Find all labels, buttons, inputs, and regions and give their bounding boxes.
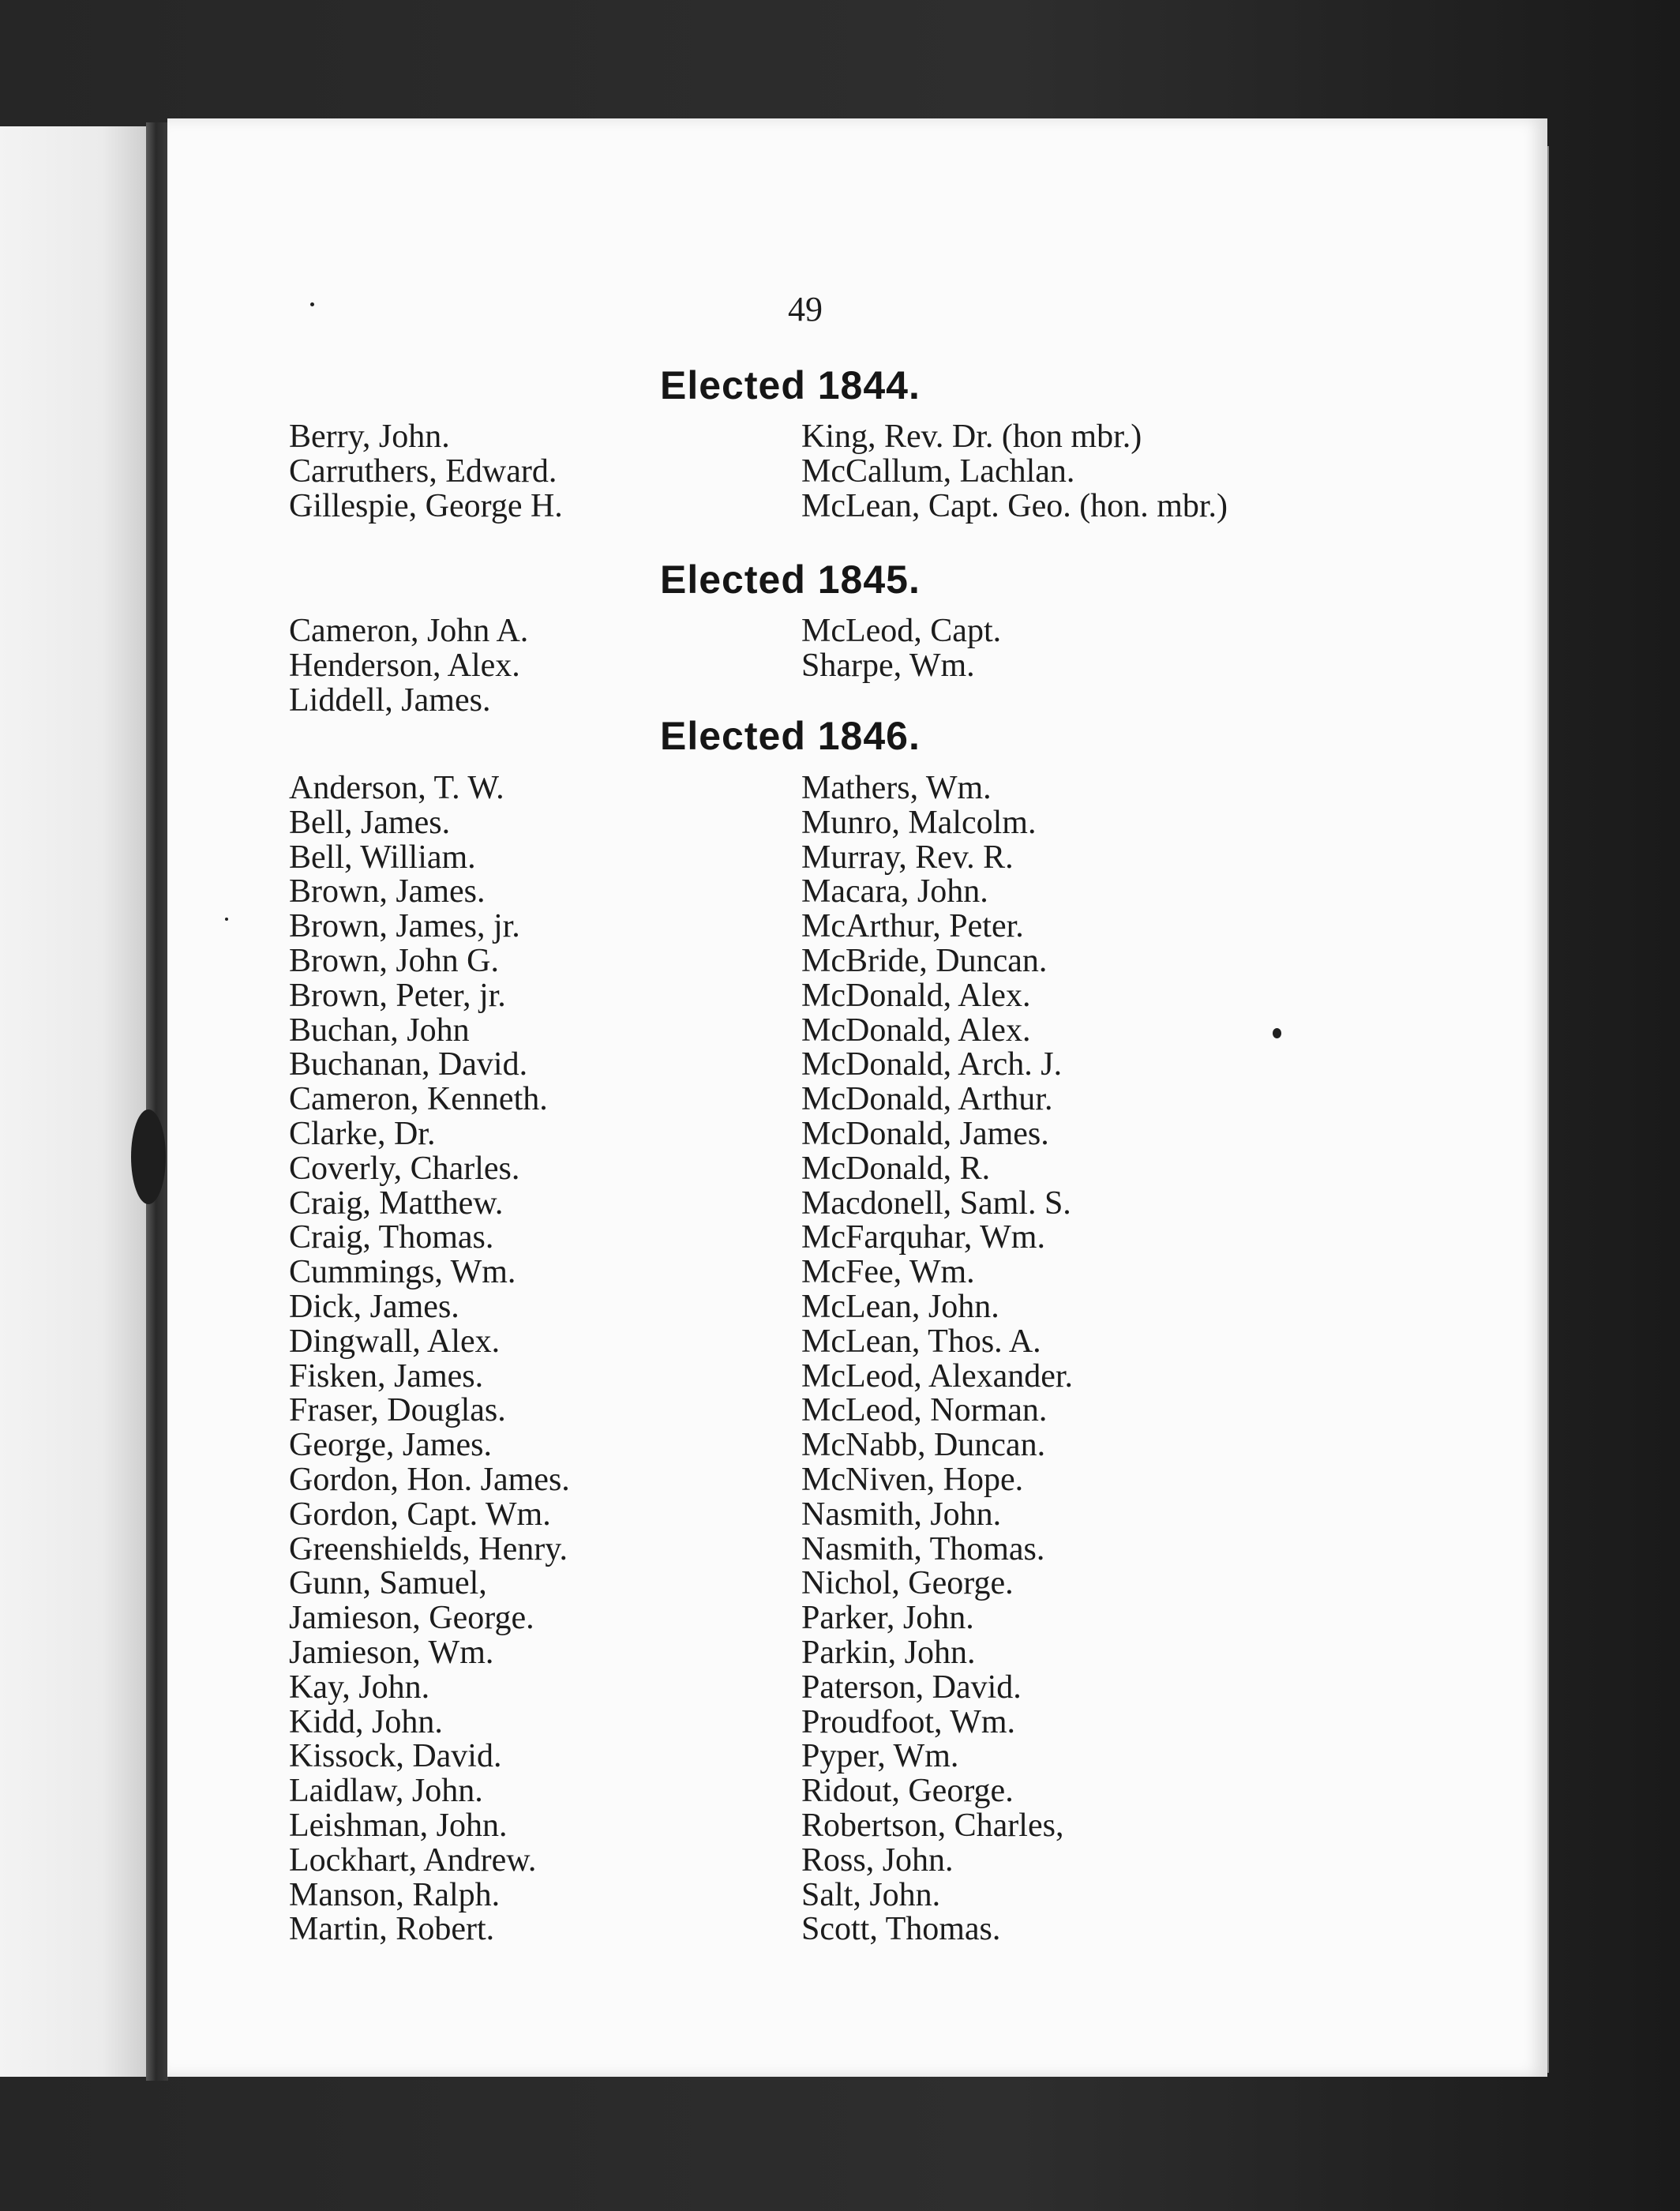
ink-speck [1273,1028,1281,1038]
name-entry: Nasmith, John. [801,1496,1002,1533]
name-entry: Ross, John. [801,1841,954,1879]
name-entry: Kissock, David. [289,1738,502,1775]
name-entry: Cummings, Wm. [289,1254,516,1291]
name-entry: McBride, Duncan. [801,942,1048,979]
name-entry: McDonald, Arthur. [801,1081,1053,1118]
names-column-left [289,614,528,718]
name-entry: Jamieson, George. [289,1600,534,1637]
section-heading: Elected 1846. [660,714,921,758]
name-entry: McCallum, Lachlan. [801,452,1075,490]
name-entry: Paterson, David. [801,1669,1022,1706]
name-entry: McNabb, Duncan. [801,1427,1046,1464]
name-entry: Cameron, Kenneth. [289,1081,548,1118]
names-column-right [801,771,1073,1947]
name-entry: Macara, John. [801,873,988,910]
names-column-right [801,614,1001,684]
name-entry: Anderson, T. W. [289,770,504,806]
name-entry: Nichol, George. [801,1565,1014,1602]
name-entry: McDonald, Alex. [801,1012,1031,1049]
name-entry: McFee, Wm. [801,1254,975,1291]
name-entry: McLeod, Capt. [801,613,1002,649]
name-entry: McLeod, Norman. [801,1392,1048,1429]
name-entry: Buchan, John [289,1012,470,1049]
name-entry: Murray, Rev. R. [801,839,1014,876]
name-entry: Sharpe, Wm. [801,647,975,684]
name-entry: Dingwall, Alex. [289,1323,501,1360]
name-entry: Macdonell, Saml. S. [801,1184,1071,1222]
name-entry: Salt, John. [801,1876,941,1913]
ink-speck [310,302,314,306]
name-entry: Mathers, Wm. [801,770,992,806]
name-entry: Gordon, Hon. James. [289,1461,570,1498]
name-entry: Parkin, John. [801,1634,976,1671]
name-entry: Liddell, James. [289,681,491,719]
name-entry: Brown, James, jr. [289,908,520,945]
section-heading: Elected 1844. [660,363,921,407]
name-entry: Munro, Malcolm. [801,804,1037,841]
name-entry: Kidd, John. [289,1703,443,1740]
name-entry: McLean, John. [801,1288,999,1325]
name-entry: Proudfoot, Wm. [801,1703,1016,1740]
name-entry: Gordon, Capt. Wm. [289,1496,551,1533]
name-entry: Berry, John. [289,419,450,455]
names-column-left [289,771,570,1947]
name-entry: Carruthers, Edward. [289,452,557,490]
name-entry: McLean, Capt. Geo. (hon. mbr.) [801,487,1228,524]
name-entry: Cameron, John A. [289,613,529,649]
binding-notch [131,1109,166,1204]
name-entry: Ridout, George. [801,1773,1014,1810]
name-entry: Fisken, James. [289,1357,484,1395]
name-entry: Henderson, Alex. [289,647,520,684]
name-entry: Bell, James. [289,804,451,841]
name-entry: Buchanan, David. [289,1046,528,1083]
name-entry: Parker, John. [801,1600,974,1637]
name-entry: McFarquhar, Wm. [801,1219,1045,1256]
name-entry: Brown, John G. [289,942,500,979]
names-column-right [801,420,1228,524]
name-entry: McNiven, Hope. [801,1461,1024,1498]
name-entry: Greenshields, Henry. [289,1530,568,1567]
name-entry: Dick, James. [289,1288,459,1325]
name-entry: Coverly, Charles. [289,1150,520,1187]
name-entry: Robertson, Charles, [801,1807,1064,1844]
name-entry: King, Rev. Dr. (hon mbr.) [801,419,1142,455]
name-entry: Brown, Peter, jr. [289,977,506,1014]
book-spine [146,122,168,2081]
name-entry: Leishman, John. [289,1807,508,1844]
ink-speck [225,918,228,921]
name-entry: Laidlaw, John. [289,1773,483,1810]
name-entry: McDonald, James. [801,1115,1049,1152]
name-entry: Gunn, Samuel, [289,1565,487,1602]
name-entry: McLeod, Alexander. [801,1357,1074,1395]
name-entry: George, James. [289,1427,492,1464]
name-entry: Kay, John. [289,1669,430,1706]
names-column-left [289,420,563,524]
section-heading: Elected 1845. [660,557,921,602]
name-entry: McArthur, Peter. [801,908,1024,945]
name-entry: Martin, Robert. [289,1911,495,1948]
name-entry: Craig, Thomas. [289,1219,494,1256]
name-entry: Pyper, Wm. [801,1738,959,1775]
name-entry: McDonald, Alex. [801,977,1031,1014]
page-number: 49 [788,290,823,328]
name-entry: Clarke, Dr. [289,1115,436,1152]
name-entry: Bell, William. [289,839,476,876]
name-entry: McDonald, R. [801,1150,991,1187]
name-entry: Brown, James. [289,873,486,910]
name-entry: Scott, Thomas. [801,1911,1001,1948]
name-entry: McLean, Thos. A. [801,1323,1041,1360]
name-entry: Fraser, Douglas. [289,1392,506,1429]
name-entry: McDonald, Arch. J. [801,1046,1063,1083]
name-entry: Craig, Matthew. [289,1184,504,1222]
facing-page-edge [0,126,146,2077]
name-entry: Gillespie, George H. [289,487,563,524]
name-entry: Lockhart, Andrew. [289,1841,537,1879]
name-entry: Manson, Ralph. [289,1876,501,1913]
name-entry: Nasmith, Thomas. [801,1530,1045,1567]
name-entry: Jamieson, Wm. [289,1634,494,1671]
